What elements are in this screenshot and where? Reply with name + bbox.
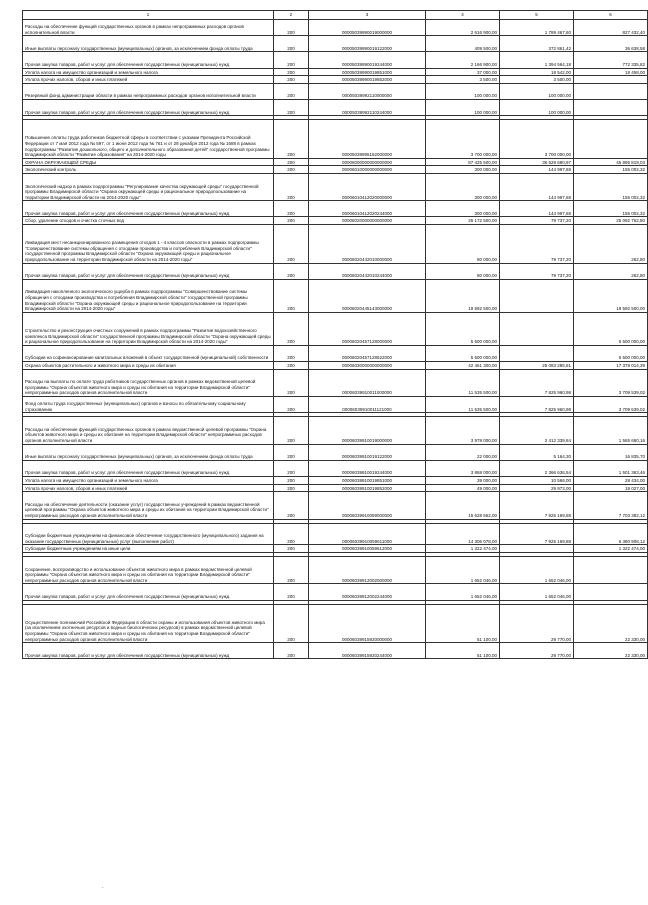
- row-code-cell: 200: [274, 279, 309, 312]
- row-approved-cell: 5 500 000,00: [426, 312, 500, 345]
- row-executed-cell: 18 542,00: [500, 68, 574, 76]
- row-code-cell: 200: [274, 460, 309, 476]
- row-remaining-cell: 18 458,00: [574, 68, 648, 76]
- row-approved-cell: 3 868 000,00: [426, 460, 500, 476]
- row-classification-cell: 00005039990019852000: [309, 76, 426, 84]
- row-code-cell: 200: [274, 444, 309, 460]
- row-classification-cell: 00005039990019122000: [309, 36, 426, 52]
- table-row: [23, 345, 648, 361]
- table-row: [23, 173, 648, 200]
- row-name-cell: Экологический контроль: [23, 166, 274, 174]
- row-classification-cell: 00005039992110000000: [309, 83, 426, 99]
- row-classification-cell: 00006020457128522000: [309, 345, 426, 361]
- row-approved-cell: 42 461 300,00: [426, 362, 500, 370]
- row-name-cell: Субсидии бюджетным учреждениям на финансовое обеспечение государственного (муниципального) задания на оказание государственных (муниципальных) услуг (выполнение работ): [23, 523, 274, 545]
- row-name-cell: Экологический надзор в рамках подпрограммы "Регулирование качества окружающей среды" государственной программы Владимирской области "Охрана окружающей среды и рациональное природопользование на территории Владимирской области на 2014-2020 годы": [23, 173, 274, 200]
- row-remaining-cell: 36 638,58: [574, 36, 648, 52]
- table-row: [23, 476, 648, 484]
- row-code-cell: 200: [274, 217, 309, 225]
- row-remaining-cell: 155 002,32: [574, 173, 648, 200]
- table-row: [23, 444, 648, 460]
- table-row: [23, 158, 648, 166]
- column-header: 4: [426, 11, 500, 20]
- table-row: [23, 217, 648, 225]
- row-name-cell: Субсидии на софинансирование капитальных вложений в объект государственной (муниципальной) собственности: [23, 345, 274, 361]
- row-name-cell: Прочая закупка товаров, работ и услуг для обеспечения государственных (муниципальных) нужд: [23, 584, 274, 600]
- report-sheet: [22, 10, 645, 659]
- row-executed-cell: 36 529 680,97: [500, 158, 574, 166]
- row-code-cell: 200: [274, 201, 309, 217]
- table-row: [23, 99, 648, 115]
- row-name-cell: Фонд оплаты труда государственных (муниципальных) органов и взносы по обязательному социальному страхованию: [23, 397, 274, 413]
- column-header: 6: [574, 11, 648, 20]
- row-approved-cell: 3 500,00: [426, 76, 500, 84]
- row-classification-cell: 00006010412020000000: [309, 173, 426, 200]
- row-remaining-cell: [574, 556, 648, 583]
- row-code-cell: 200: [274, 545, 309, 553]
- row-remaining-cell: 22 330,00: [574, 604, 648, 643]
- row-remaining-cell: 1 501 363,46: [574, 460, 648, 476]
- row-code-cell: 200: [274, 263, 309, 279]
- row-approved-cell: 14 306 078,00: [426, 523, 500, 545]
- row-code-cell: 200: [274, 643, 309, 659]
- row-name-cell: Осуществление полномочий Российской Федерации в области охраны и использования объектов животного мира (за исключением охотничьих ресурсов и водных биологических ресурсов) в рамках ведомственной целевой программы "Охрана объектов животного мира и среды их обитания на территории Владимирской области" непрограммных расходов органов исполнительной власти: [23, 604, 274, 643]
- row-code-cell: 200: [274, 584, 309, 600]
- table-body: [23, 20, 648, 659]
- table-row: [23, 545, 648, 553]
- table-row: [23, 362, 648, 370]
- row-classification-cell: 00006039915920244000: [309, 643, 426, 659]
- row-name-cell: Прочая закупка товаров, работ и услуг для обеспечения государственных (муниципальных) нужд: [23, 99, 274, 115]
- row-name-cell: Ликвидация накопленного экологического ущерба в рамках подпрограммы "Совершенствование системы обращения с отходами производства и потребления Владимирской области" государственной программы Владимирской области "Охрана окружающей среды и рациональное природопользование на территории Владимирской области на 2014-2020 годы": [23, 279, 274, 312]
- table-row: [23, 460, 648, 476]
- budget-execution-table: [22, 10, 648, 659]
- row-code-cell: 200: [274, 556, 309, 583]
- row-remaining-cell: 827 432,40: [574, 20, 648, 36]
- row-approved-cell: 19 592 500,00: [426, 279, 500, 312]
- row-code-cell: 200: [274, 312, 309, 345]
- row-remaining-cell: [574, 76, 648, 84]
- row-remaining-cell: 19 592 500,00: [574, 279, 648, 312]
- row-executed-cell: 100 000,00: [500, 99, 574, 115]
- row-executed-cell: 2 366 636,54: [500, 460, 574, 476]
- row-name-cell: Резервный фонд администрации области в рамках непрограммных расходов органов исполнительной власти: [23, 83, 274, 99]
- row-name-cell: Прочая закупка товаров, работ и услуг для обеспечения государственных (муниципальных) нужд: [23, 201, 274, 217]
- row-code-cell: 200: [274, 397, 309, 413]
- row-approved-cell: 100 000,00: [426, 99, 500, 115]
- row-remaining-cell: 45 895 819,03: [574, 158, 648, 166]
- row-classification-cell: 00006039915920000000: [309, 604, 426, 643]
- row-executed-cell: 3 700 000,00: [500, 120, 574, 159]
- row-classification-cell: 00006000000000000000: [309, 158, 426, 166]
- row-executed-cell: 79 737,20: [500, 217, 574, 225]
- row-approved-cell: 11 535 500,00: [426, 397, 500, 413]
- table-row: [23, 556, 648, 583]
- row-executed-cell: 1 394 564,18: [500, 52, 574, 68]
- row-executed-cell: 29 973,00: [500, 484, 574, 492]
- row-code-cell: 200: [274, 83, 309, 99]
- row-classification-cell: 00006039910011121000: [309, 397, 426, 413]
- row-executed-cell: 7 925 169,88: [500, 523, 574, 545]
- row-name-cell: Иные выплаты персоналу государственных (муниципальных) органов, за исключением фонда оплаты труда: [23, 36, 274, 52]
- row-executed-cell: 1 652 046,00: [500, 556, 574, 583]
- row-classification-cell: 00006039910019852000: [309, 484, 426, 492]
- row-approved-cell: 1 652 046,00: [426, 556, 500, 583]
- table-row: [23, 312, 648, 345]
- row-classification-cell: 00005039990019000000: [309, 20, 426, 36]
- row-name-cell: Уплата прочих налогов, сборов и иных платежей: [23, 76, 274, 84]
- row-executed-cell: 1 652 046,00: [500, 584, 574, 600]
- column-header: 2: [274, 11, 309, 20]
- row-name-cell: Охрана объектов растительного и животного мира и среды их обитания: [23, 362, 274, 370]
- row-approved-cell: 39 000,00: [426, 476, 500, 484]
- row-remaining-cell: 262,80: [574, 263, 648, 279]
- table-row: [23, 83, 648, 99]
- table-row: [23, 20, 648, 36]
- row-approved-cell: 87 425 500,00: [426, 158, 500, 166]
- row-name-cell: Уплата налога на имущество организаций и земельного налога: [23, 476, 274, 484]
- row-approved-cell: 51 100,00: [426, 643, 500, 659]
- row-remaining-cell: 5 500 000,00: [574, 345, 648, 361]
- row-remaining-cell: 22 330,00: [574, 643, 648, 659]
- row-executed-cell: 7 925 169,88: [500, 492, 574, 519]
- row-code-cell: 200: [274, 36, 309, 52]
- column-number-row: [23, 11, 648, 20]
- table-row: [23, 643, 648, 659]
- table-row: [23, 369, 648, 396]
- table-row: [23, 36, 648, 52]
- row-classification-cell: 00006039910059000000: [309, 492, 426, 519]
- row-classification-cell: 00006039910011000000: [309, 369, 426, 396]
- row-executed-cell: 144 997,68: [500, 173, 574, 200]
- row-name-cell: Сохранение, воспроизводство и использование объектов животного мира в рамках ведомственной целевой программы "Охрана объектов животного мира и среды их обитания на территории Владимирской области" непрограммных расходов органов исполнительной власти: [23, 556, 274, 583]
- row-remaining-cell: [574, 584, 648, 600]
- row-classification-cell: 00005039995162000000: [309, 120, 426, 159]
- row-code-cell: 200: [274, 99, 309, 115]
- table-row: [23, 584, 648, 600]
- row-remaining-cell: 772 335,82: [574, 52, 648, 68]
- row-approved-cell: 300 000,00: [426, 201, 500, 217]
- table-row: [23, 225, 648, 264]
- row-approved-cell: 409 500,00: [426, 36, 500, 52]
- row-classification-cell: 00006030000000000000: [309, 362, 426, 370]
- row-classification-cell: 00006039912002244000: [309, 584, 426, 600]
- row-remaining-cell: 262,80: [574, 225, 648, 264]
- row-approved-cell: 2 166 900,00: [426, 52, 500, 68]
- row-name-cell: Прочая закупка товаров, работ и услуг для обеспечения государственных (муниципальных) нужд: [23, 263, 274, 279]
- row-approved-cell: 3 978 000,00: [426, 417, 500, 444]
- row-executed-cell: [500, 545, 574, 553]
- row-executed-cell: 2 412 339,84: [500, 417, 574, 444]
- table-row: [23, 166, 648, 174]
- row-name-cell: Иные выплаты персоналу государственных (муниципальных) органов, за исключением фонда оплаты труда: [23, 444, 274, 460]
- row-remaining-cell: 17 378 014,39: [574, 362, 648, 370]
- row-code-cell: 200: [274, 369, 309, 396]
- row-executed-cell: 79 737,20: [500, 225, 574, 264]
- row-classification-cell: 00006039910019244000: [309, 460, 426, 476]
- row-executed-cell: 100 000,00: [500, 83, 574, 99]
- row-remaining-cell: 155 002,32: [574, 166, 648, 174]
- row-name-cell: Расходы на выплаты по оплате труда работников государственных органов в рамках ведомственной целевой программы "Охрана объектов животного мира и среды их обитания на территории Владимирской области" непрограммных расходов органов исполнительной власти: [23, 369, 274, 396]
- row-name-cell: Уплата налога на имущество организаций и земельного налога: [23, 68, 274, 76]
- row-code-cell: 200: [274, 20, 309, 36]
- page-mark: .: [102, 884, 104, 890]
- table-row: [23, 604, 648, 643]
- row-classification-cell: 00005039990019851000: [309, 68, 426, 76]
- row-classification-cell: 00006039910019851000: [309, 476, 426, 484]
- row-approved-cell: 80 000,00: [426, 263, 500, 279]
- row-classification-cell: 00006020445143000000: [309, 279, 426, 312]
- row-approved-cell: 25 172 500,00: [426, 217, 500, 225]
- row-remaining-cell: 1 565 660,16: [574, 417, 648, 444]
- row-remaining-cell: 1 322 474,00: [574, 545, 648, 553]
- row-approved-cell: 22 000,00: [426, 444, 500, 460]
- row-approved-cell: 80 000,00: [426, 225, 500, 264]
- row-executed-cell: 28 770,00: [500, 604, 574, 643]
- row-name-cell: Сбор, удаление отходов и очистка сточных вод: [23, 217, 274, 225]
- row-code-cell: 200: [274, 225, 309, 264]
- row-classification-cell: 00006020442010244000: [309, 263, 426, 279]
- row-approved-cell: 1 322 474,00: [426, 545, 500, 553]
- row-executed-cell: 144 997,68: [500, 201, 574, 217]
- row-remaining-cell: 25 092 762,80: [574, 217, 648, 225]
- row-executed-cell: 3 500,00: [500, 76, 574, 84]
- row-executed-cell: 372 861,42: [500, 36, 574, 52]
- column-header: 5: [500, 11, 574, 20]
- row-classification-cell: 00006039910019000000: [309, 417, 426, 444]
- row-remaining-cell: 3 709 539,02: [574, 397, 648, 413]
- row-executed-cell: 7 825 960,98: [500, 369, 574, 396]
- table-row: [23, 201, 648, 217]
- row-classification-cell: 00006020442010000000: [309, 225, 426, 264]
- column-header: 1: [23, 11, 274, 20]
- row-remaining-cell: [574, 99, 648, 115]
- row-remaining-cell: 5 500 000,00: [574, 312, 648, 345]
- row-code-cell: 200: [274, 476, 309, 484]
- column-header: 3: [309, 11, 426, 20]
- row-classification-cell: 00006039912002000000: [309, 556, 426, 583]
- row-approved-cell: 51 100,00: [426, 604, 500, 643]
- row-remaining-cell: 28 434,00: [574, 476, 648, 484]
- table-row: [23, 263, 648, 279]
- row-name-cell: Строительство и реконструкция очистных сооружений в рамках подпрограммы "Развитие водохозяйственного комплекса Владимирской области" государственной программы Владимирской области "Охрана окружающей среды и рациональное природопользование на территории Владимирской области на 2014-2020 годы": [23, 312, 274, 345]
- row-classification-cell: 00006039910059611000: [309, 523, 426, 545]
- row-executed-cell: [500, 312, 574, 345]
- table-row: [23, 120, 648, 159]
- row-name-cell: Прочая закупка товаров, работ и услуг для обеспечения государственных (муниципальных) нужд: [23, 52, 274, 68]
- table-row: [23, 492, 648, 519]
- row-code-cell: 200: [274, 417, 309, 444]
- row-executed-cell: 10 566,00: [500, 476, 574, 484]
- row-approved-cell: 11 535 500,00: [426, 369, 500, 396]
- row-approved-cell: 49 000,00: [426, 484, 500, 492]
- row-code-cell: 200: [274, 120, 309, 159]
- row-classification-cell: 00006039910059612000: [309, 545, 426, 553]
- row-code-cell: 200: [274, 76, 309, 84]
- row-executed-cell: 5 164,30: [500, 444, 574, 460]
- row-name-cell: Повышение оплаты труда работников бюджетной сферы в соответствии с указами Президента Российской Федерации от 7 мая 2012 года № 597, от 1 июня 2012 года № 761 и от 28 декабря 2012 года № 1688 в рамках подпрограммы "Развитие дошкольного, общего и дополнительного образования детей" государственной программы Владимирской области "Развитие образования" на 2014-2020 годы: [23, 120, 274, 159]
- row-classification-cell: 00006020000000000000: [309, 217, 426, 225]
- row-remaining-cell: [574, 120, 648, 159]
- row-classification-cell: 00006020457128000000: [309, 312, 426, 345]
- row-code-cell: 200: [274, 362, 309, 370]
- row-name-cell: Расходы на обеспечение функций государственных органов в рамках непрограммных расходов органов исполнительной власти: [23, 20, 274, 36]
- row-name-cell: Расходы на обеспечение функций государственных органов в рамках ведомственной целевой программы "Охрана объектов животного мира и среды их обитания на территории Владимирской области" непрограммных расходов органов исполнительной власти: [23, 417, 274, 444]
- row-approved-cell: 2 616 900,00: [426, 20, 500, 36]
- row-name-cell: Уплата прочих налогов, сборов и иных платежей: [23, 484, 274, 492]
- row-approved-cell: 37 000,00: [426, 68, 500, 76]
- row-executed-cell: 25 083 285,61: [500, 362, 574, 370]
- row-classification-cell: 00006039910019122000: [309, 444, 426, 460]
- row-name-cell: Субсидии бюджетным учреждениям на иные цели: [23, 545, 274, 553]
- table-row: [23, 397, 648, 413]
- row-remaining-cell: 155 002,32: [574, 201, 648, 217]
- table-row: [23, 417, 648, 444]
- row-code-cell: 200: [274, 166, 309, 174]
- row-approved-cell: 100 000,00: [426, 83, 500, 99]
- row-code-cell: 200: [274, 68, 309, 76]
- row-approved-cell: 300 000,00: [426, 173, 500, 200]
- row-code-cell: 200: [274, 52, 309, 68]
- row-classification-cell: 00005039992110244000: [309, 99, 426, 115]
- row-executed-cell: 28 770,00: [500, 643, 574, 659]
- table-row: [23, 76, 648, 84]
- row-approved-cell: 5 500 000,00: [426, 345, 500, 361]
- row-code-cell: 200: [274, 604, 309, 643]
- row-name-cell: Прочая закупка товаров, работ и услуг для обеспечения государственных (муниципальных) нужд: [23, 460, 274, 476]
- row-classification-cell: 00005039990019244000: [309, 52, 426, 68]
- row-classification-cell: 00006010000000000000: [309, 166, 426, 174]
- row-name-cell: Расходы на обеспечение деятельности (оказание услуг) государственных учреждений в рамках ведомственной целевой программы "Охрана объектов животного мира и среды их обитания на территории Владимирской области" непрограммных расходов органов исполнительной власти: [23, 492, 274, 519]
- row-name-cell: Ликвидация мест несанкционированного размещения отходов 1 - 4 классов опасности в рамках подпрограммы "Совершенствование системы обращения с отходами производства и потребления Владимирской области" государственной программы Владимирской области "Охрана окружающей среды и рациональное природопользование на территории Владимирской области на 2014-2020 годы": [23, 225, 274, 264]
- row-classification-cell: 00006010412020244000: [309, 201, 426, 217]
- row-remaining-cell: [574, 83, 648, 99]
- table-row: [23, 52, 648, 68]
- row-code-cell: 200: [274, 173, 309, 200]
- row-code-cell: 200: [274, 523, 309, 545]
- row-executed-cell: [500, 279, 574, 312]
- row-approved-cell: 300 000,00: [426, 166, 500, 174]
- row-code-cell: 200: [274, 158, 309, 166]
- table-row: [23, 279, 648, 312]
- row-remaining-cell: 7 703 382,12: [574, 492, 648, 519]
- row-approved-cell: 1 652 046,00: [426, 584, 500, 600]
- row-executed-cell: 144 997,68: [500, 166, 574, 174]
- row-executed-cell: 1 789 467,60: [500, 20, 574, 36]
- row-approved-cell: 3 700 000,00: [426, 120, 500, 159]
- table-row: [23, 484, 648, 492]
- row-code-cell: 200: [274, 345, 309, 361]
- row-name-cell: ОХРАНА ОКРУЖАЮЩЕЙ СРЕДЫ: [23, 158, 274, 166]
- row-remaining-cell: 19 027,00: [574, 484, 648, 492]
- row-remaining-cell: 16 835,70: [574, 444, 648, 460]
- row-code-cell: 200: [274, 484, 309, 492]
- row-remaining-cell: 3 709 539,02: [574, 369, 648, 396]
- row-executed-cell: 79 737,20: [500, 263, 574, 279]
- table-row: [23, 68, 648, 76]
- row-executed-cell: 7 825 960,98: [500, 397, 574, 413]
- row-code-cell: 200: [274, 492, 309, 519]
- table-row: [23, 523, 648, 545]
- row-remaining-cell: 6 380 908,12: [574, 523, 648, 545]
- row-name-cell: Прочая закупка товаров, работ и услуг для обеспечения государственных (муниципальных) нужд: [23, 643, 274, 659]
- row-approved-cell: 15 628 552,00: [426, 492, 500, 519]
- row-executed-cell: [500, 345, 574, 361]
